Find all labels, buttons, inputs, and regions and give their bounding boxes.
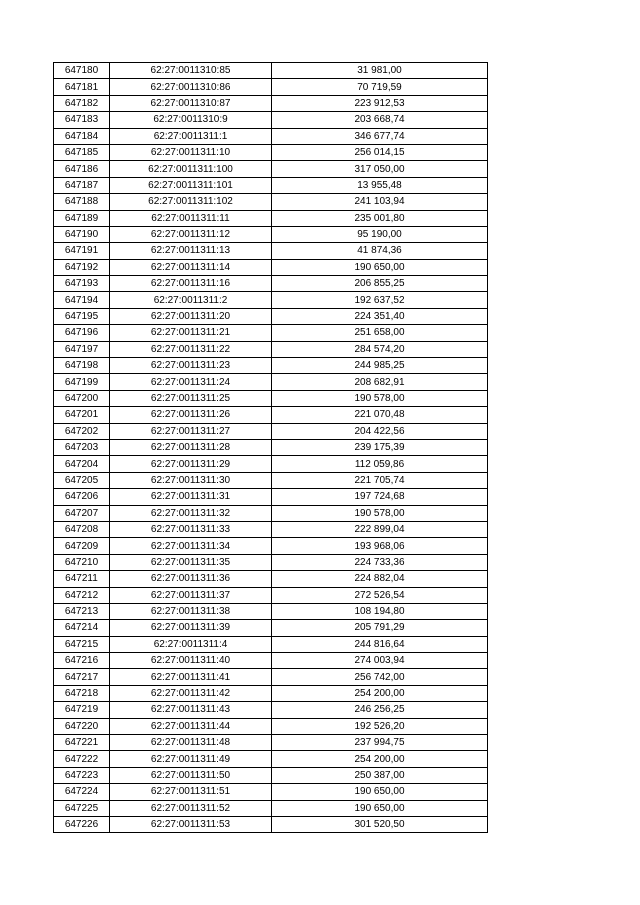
- row-number-cell: 647181: [54, 79, 110, 95]
- table-row: [54, 308, 488, 324]
- cadastral-number-cell: 62:27:0011311:14: [110, 259, 272, 275]
- cadastral-number-cell: 62:27:0011311:16: [110, 276, 272, 292]
- cadastral-number-cell: 62:27:0011311:37: [110, 587, 272, 603]
- cadastral-number-cell: 62:27:0011311:1: [110, 128, 272, 144]
- cadastral-value-cell: 190 578,00: [272, 390, 488, 406]
- cadastral-value-cell: 284 574,20: [272, 341, 488, 357]
- table-row: [54, 374, 488, 390]
- cadastral-value-cell: 235 001,80: [272, 210, 488, 226]
- table-row: [54, 177, 488, 193]
- table-row: [54, 407, 488, 423]
- table-row: [54, 259, 488, 275]
- table-row: [54, 63, 488, 79]
- table-row: [54, 489, 488, 505]
- cadastral-number-cell: 62:27:0011311:30: [110, 472, 272, 488]
- cadastral-value-cell: 13 955,48: [272, 177, 488, 193]
- row-number-cell: 647213: [54, 603, 110, 619]
- cadastral-number-cell: 62:27:0011311:39: [110, 620, 272, 636]
- cadastral-value-cell: 221 705,74: [272, 472, 488, 488]
- row-number-cell: 647215: [54, 636, 110, 652]
- cadastral-number-cell: 62:27:0011311:24: [110, 374, 272, 390]
- cadastral-number-cell: 62:27:0011311:13: [110, 243, 272, 259]
- cadastral-value-cell: 222 899,04: [272, 521, 488, 537]
- table-row: [54, 390, 488, 406]
- row-number-cell: 647216: [54, 653, 110, 669]
- row-number-cell: 647211: [54, 571, 110, 587]
- cadastral-value-cell: 112 059,86: [272, 456, 488, 472]
- cadastral-number-cell: 62:27:0011310:85: [110, 63, 272, 79]
- cadastral-value-cell: 254 200,00: [272, 685, 488, 701]
- cadastral-number-cell: 62:27:0011311:26: [110, 407, 272, 423]
- cadastral-number-cell: 62:27:0011311:51: [110, 784, 272, 800]
- table-row: [54, 603, 488, 619]
- cadastral-number-cell: 62:27:0011311:41: [110, 669, 272, 685]
- table-row: [54, 423, 488, 439]
- cadastral-number-cell: 62:27:0011311:38: [110, 603, 272, 619]
- table-body: [54, 63, 488, 833]
- row-number-cell: 647225: [54, 800, 110, 816]
- cadastral-number-cell: 62:27:0011311:29: [110, 456, 272, 472]
- table-row: [54, 358, 488, 374]
- cadastral-value-cell: 31 981,00: [272, 63, 488, 79]
- row-number-cell: 647190: [54, 226, 110, 242]
- table-row: [54, 112, 488, 128]
- cadastral-value-cell: 206 855,25: [272, 276, 488, 292]
- row-number-cell: 647199: [54, 374, 110, 390]
- row-number-cell: 647185: [54, 144, 110, 160]
- row-number-cell: 647195: [54, 308, 110, 324]
- table-row: [54, 144, 488, 160]
- cadastral-value-cell: 193 968,06: [272, 538, 488, 554]
- row-number-cell: 647191: [54, 243, 110, 259]
- cadastral-value-cell: 205 791,29: [272, 620, 488, 636]
- cadastral-number-cell: 62:27:0011311:52: [110, 800, 272, 816]
- row-number-cell: 647204: [54, 456, 110, 472]
- cadastral-number-cell: 62:27:0011311:31: [110, 489, 272, 505]
- row-number-cell: 647224: [54, 784, 110, 800]
- row-number-cell: 647180: [54, 63, 110, 79]
- row-number-cell: 647189: [54, 210, 110, 226]
- cadastral-number-cell: 62:27:0011311:100: [110, 161, 272, 177]
- table-row: [54, 685, 488, 701]
- cadastral-value-cell: 190 650,00: [272, 800, 488, 816]
- cadastral-value-cell: 208 682,91: [272, 374, 488, 390]
- table-row: [54, 800, 488, 816]
- cadastral-number-cell: 62:27:0011311:50: [110, 767, 272, 783]
- cadastral-value-cell: 190 578,00: [272, 505, 488, 521]
- cadastral-number-cell: 62:27:0011311:12: [110, 226, 272, 242]
- cadastral-value-cell: 190 650,00: [272, 784, 488, 800]
- cadastral-value-cell: 251 658,00: [272, 325, 488, 341]
- table-row: [54, 210, 488, 226]
- cadastral-number-cell: 62:27:0011311:33: [110, 521, 272, 537]
- cadastral-value-cell: 274 003,94: [272, 653, 488, 669]
- cadastral-value-cell: 223 912,53: [272, 95, 488, 111]
- cadastral-value-cell: 192 526,20: [272, 718, 488, 734]
- table-row: [54, 784, 488, 800]
- table-row: [54, 128, 488, 144]
- cadastral-number-cell: 62:27:0011311:36: [110, 571, 272, 587]
- table-row: [54, 226, 488, 242]
- row-number-cell: 647212: [54, 587, 110, 603]
- table-row: [54, 325, 488, 341]
- row-number-cell: 647223: [54, 767, 110, 783]
- row-number-cell: 647209: [54, 538, 110, 554]
- cadastral-number-cell: 62:27:0011311:35: [110, 554, 272, 570]
- table-row: [54, 620, 488, 636]
- cadastral-value-cell: 224 882,04: [272, 571, 488, 587]
- cadastral-number-cell: 62:27:0011311:32: [110, 505, 272, 521]
- cadastral-value-cell: 108 194,80: [272, 603, 488, 619]
- row-number-cell: 647198: [54, 358, 110, 374]
- row-number-cell: 647222: [54, 751, 110, 767]
- row-number-cell: 647186: [54, 161, 110, 177]
- row-number-cell: 647192: [54, 259, 110, 275]
- row-number-cell: 647208: [54, 521, 110, 537]
- row-number-cell: 647220: [54, 718, 110, 734]
- cadastral-number-cell: 62:27:0011311:49: [110, 751, 272, 767]
- table-row: [54, 702, 488, 718]
- table-row: [54, 341, 488, 357]
- table-row: [54, 456, 488, 472]
- row-number-cell: 647201: [54, 407, 110, 423]
- row-number-cell: 647219: [54, 702, 110, 718]
- table-row: [54, 816, 488, 832]
- row-number-cell: 647218: [54, 685, 110, 701]
- table-row: [54, 554, 488, 570]
- cadastral-value-cell: 239 175,39: [272, 439, 488, 455]
- table-row: [54, 292, 488, 308]
- cadastral-number-cell: 62:27:0011311:10: [110, 144, 272, 160]
- table-row: [54, 521, 488, 537]
- row-number-cell: 647202: [54, 423, 110, 439]
- row-number-cell: 647207: [54, 505, 110, 521]
- cadastral-value-table: [53, 62, 488, 833]
- cadastral-value-cell: 244 985,25: [272, 358, 488, 374]
- cadastral-number-cell: 62:27:0011311:22: [110, 341, 272, 357]
- cadastral-value-cell: 317 050,00: [272, 161, 488, 177]
- table-row: [54, 79, 488, 95]
- row-number-cell: 647194: [54, 292, 110, 308]
- cadastral-value-cell: 204 422,56: [272, 423, 488, 439]
- cadastral-value-cell: 41 874,36: [272, 243, 488, 259]
- table-row: [54, 653, 488, 669]
- cadastral-number-cell: 62:27:0011311:20: [110, 308, 272, 324]
- cadastral-number-cell: 62:27:0011311:4: [110, 636, 272, 652]
- row-number-cell: 647226: [54, 816, 110, 832]
- cadastral-value-cell: 346 677,74: [272, 128, 488, 144]
- table-row: [54, 505, 488, 521]
- table-row: [54, 161, 488, 177]
- row-number-cell: 647184: [54, 128, 110, 144]
- table-row: [54, 669, 488, 685]
- cadastral-value-cell: 237 994,75: [272, 735, 488, 751]
- cadastral-number-cell: 62:27:0011311:25: [110, 390, 272, 406]
- table-row: [54, 718, 488, 734]
- cadastral-number-cell: 62:27:0011310:86: [110, 79, 272, 95]
- cadastral-value-cell: 250 387,00: [272, 767, 488, 783]
- cadastral-number-cell: 62:27:0011311:43: [110, 702, 272, 718]
- row-number-cell: 647187: [54, 177, 110, 193]
- cadastral-number-cell: 62:27:0011310:87: [110, 95, 272, 111]
- cadastral-number-cell: 62:27:0011311:101: [110, 177, 272, 193]
- table-row: [54, 472, 488, 488]
- table-row: [54, 276, 488, 292]
- cadastral-value-cell: 272 526,54: [272, 587, 488, 603]
- cadastral-number-cell: 62:27:0011311:40: [110, 653, 272, 669]
- table-row: [54, 735, 488, 751]
- table-row: [54, 571, 488, 587]
- table-row: [54, 439, 488, 455]
- row-number-cell: 647183: [54, 112, 110, 128]
- cadastral-value-cell: 197 724,68: [272, 489, 488, 505]
- row-number-cell: 647188: [54, 194, 110, 210]
- table-row: [54, 767, 488, 783]
- cadastral-value-cell: 244 816,64: [272, 636, 488, 652]
- row-number-cell: 647214: [54, 620, 110, 636]
- table-row: [54, 636, 488, 652]
- cadastral-value-cell: 256 742,00: [272, 669, 488, 685]
- row-number-cell: 647182: [54, 95, 110, 111]
- table-row: [54, 194, 488, 210]
- cadastral-value-cell: 221 070,48: [272, 407, 488, 423]
- cadastral-number-cell: 62:27:0011311:11: [110, 210, 272, 226]
- row-number-cell: 647196: [54, 325, 110, 341]
- row-number-cell: 647206: [54, 489, 110, 505]
- cadastral-value-cell: 256 014,15: [272, 144, 488, 160]
- cadastral-value-cell: 301 520,50: [272, 816, 488, 832]
- row-number-cell: 647203: [54, 439, 110, 455]
- row-number-cell: 647205: [54, 472, 110, 488]
- cadastral-number-cell: 62:27:0011310:9: [110, 112, 272, 128]
- cadastral-value-cell: 246 256,25: [272, 702, 488, 718]
- row-number-cell: 647210: [54, 554, 110, 570]
- table-row: [54, 751, 488, 767]
- table-row: [54, 538, 488, 554]
- cadastral-number-cell: 62:27:0011311:2: [110, 292, 272, 308]
- cadastral-number-cell: 62:27:0011311:34: [110, 538, 272, 554]
- cadastral-value-cell: 70 719,59: [272, 79, 488, 95]
- cadastral-number-cell: 62:27:0011311:42: [110, 685, 272, 701]
- cadastral-value-cell: 224 733,36: [272, 554, 488, 570]
- cadastral-number-cell: 62:27:0011311:48: [110, 735, 272, 751]
- cadastral-number-cell: 62:27:0011311:27: [110, 423, 272, 439]
- cadastral-value-cell: 95 190,00: [272, 226, 488, 242]
- cadastral-number-cell: 62:27:0011311:28: [110, 439, 272, 455]
- table-row: [54, 95, 488, 111]
- cadastral-number-cell: 62:27:0011311:102: [110, 194, 272, 210]
- cadastral-value-cell: 224 351,40: [272, 308, 488, 324]
- cadastral-number-cell: 62:27:0011311:44: [110, 718, 272, 734]
- cadastral-value-cell: 203 668,74: [272, 112, 488, 128]
- row-number-cell: 647193: [54, 276, 110, 292]
- cadastral-value-cell: 254 200,00: [272, 751, 488, 767]
- cadastral-value-cell: 241 103,94: [272, 194, 488, 210]
- table-row: [54, 587, 488, 603]
- table-row: [54, 243, 488, 259]
- row-number-cell: 647217: [54, 669, 110, 685]
- cadastral-number-cell: 62:27:0011311:21: [110, 325, 272, 341]
- row-number-cell: 647197: [54, 341, 110, 357]
- cadastral-value-cell: 190 650,00: [272, 259, 488, 275]
- cadastral-number-cell: 62:27:0011311:23: [110, 358, 272, 374]
- row-number-cell: 647200: [54, 390, 110, 406]
- cadastral-number-cell: 62:27:0011311:53: [110, 816, 272, 832]
- row-number-cell: 647221: [54, 735, 110, 751]
- cadastral-value-cell: 192 637,52: [272, 292, 488, 308]
